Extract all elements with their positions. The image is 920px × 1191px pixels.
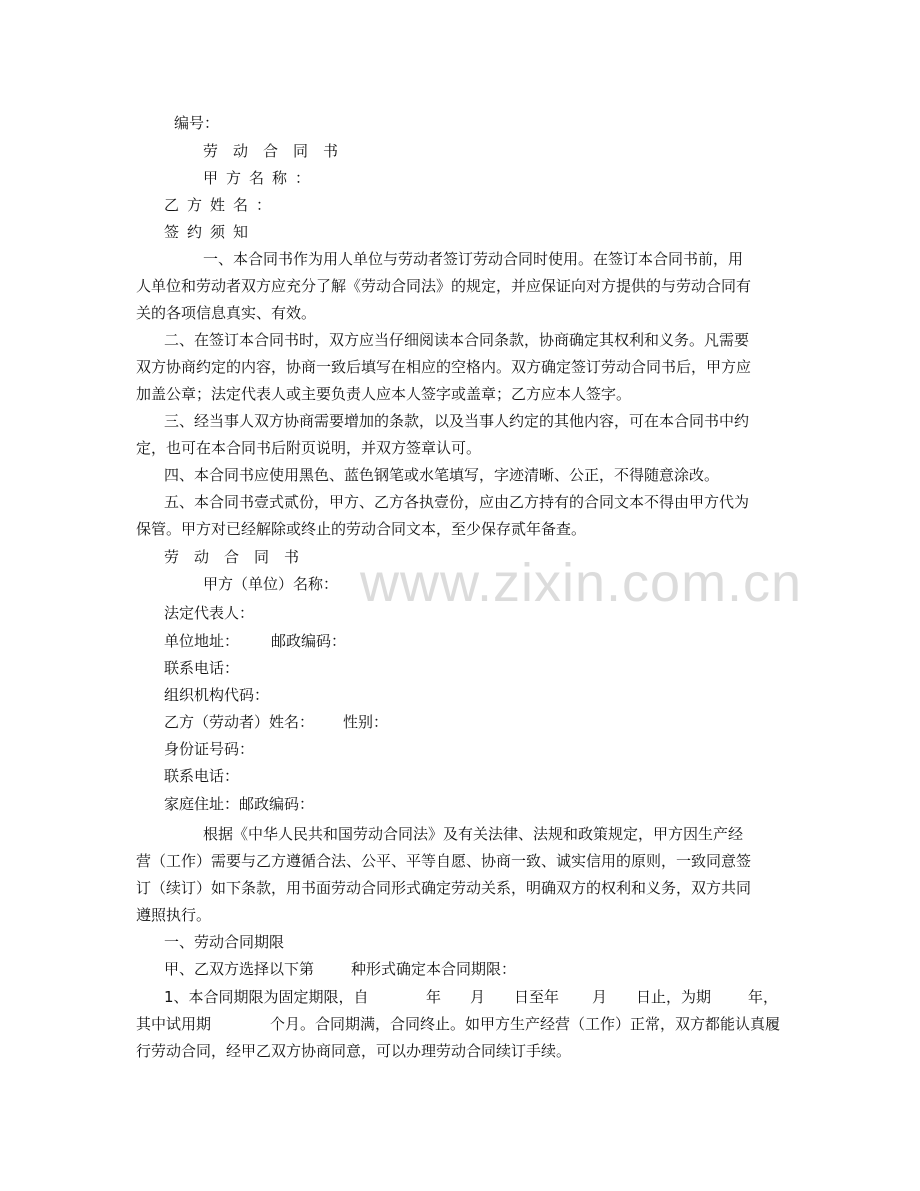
org-code-label: 组织机构代码： <box>164 686 270 704</box>
notice-1-line-3: 关的各项信息真实、有效。 <box>136 304 317 322</box>
preamble-line-1: 根据《中华人民共和国劳动合同法》及有关法律、法规和政策规定，甲方因生产经 <box>203 825 744 843</box>
clause-1-year-2: 年， <box>748 988 779 1006</box>
notice-2-line-2: 双方协商约定的内容，协商一致后填写在相应的空格内。双方确定签订劳动合同书后，甲方应 <box>136 358 752 376</box>
notice-1-line-2: 人单位和劳动者双方应充分了解《劳动合同法》的规定，并应保证向对方提供的与劳动合同有 <box>136 277 752 295</box>
party-a-name-label: 甲方名称： <box>203 169 319 187</box>
preamble-line-4: 遵照执行。 <box>136 906 212 924</box>
notice-4-line-1: 四、本合同书应使用黑色、蓝色钢笔或水笔填写，字迹清晰、公正，不得随意涂改。 <box>164 466 720 484</box>
clause-1-day-end: 日止，为期 <box>636 988 712 1006</box>
legal-rep-label: 法定代表人： <box>164 604 255 622</box>
serial-label: 编号： <box>174 114 220 132</box>
clause-1-month-2: 月 <box>592 988 608 1006</box>
clause-1-year-1: 年 <box>426 988 442 1006</box>
phone-b-label: 联系电话： <box>164 767 240 785</box>
title-second: 劳动合同书 <box>164 548 315 566</box>
id-number-label: 身份证号码： <box>164 740 255 758</box>
party-b-name-label: 乙方姓名： <box>164 196 280 214</box>
clause-1-line-3: 行劳动合同，经甲乙双方协商同意，可以办理劳动合同续订手续。 <box>136 1042 572 1060</box>
clause-1-line-2-a: 其中试用期 <box>136 1015 212 1033</box>
clause-1-start: 1、本合同期限为固定期限，自 <box>164 988 369 1006</box>
preamble-line-2: 营（工作）需要与乙方遵循合法、公平、平等自愿、协商一致、诚实信用的原则，一致同意签 <box>136 852 752 870</box>
party-b-name-field-label: 乙方（劳动者）姓名： <box>164 713 315 731</box>
clause-1-day-to-year: 日至年 <box>514 988 560 1006</box>
notice-heading: 签约须知 <box>164 223 257 241</box>
title-top: 劳动合同书 <box>203 142 354 160</box>
gender-label: 性别： <box>343 713 389 731</box>
notice-2-line-1: 二、在签订本合同书时，双方应当仔细阅读本合同条款，协商确定其权利和义务。凡需要 <box>164 331 750 349</box>
postcode-label: 邮政编码： <box>271 632 347 650</box>
watermark: www.zixin.com.cn <box>360 553 803 613</box>
unit-address-label: 单位地址： <box>164 632 240 650</box>
phone-a-label: 联系电话： <box>164 659 240 677</box>
notice-5-line-1: 五、本合同书壹式贰份，甲方、乙方各执壹份，应由乙方持有的合同文本不得由甲方代为 <box>164 493 750 511</box>
notice-5-line-2: 保管。甲方对已经解除或终止的劳动合同文本，至少保存贰年备查。 <box>136 520 587 538</box>
notice-3-line-2: 定，也可在本合同书后附页说明，并双方签章认可。 <box>136 439 482 457</box>
party-a-unit-label: 甲方（单位）名称： <box>203 575 339 593</box>
notice-2-line-3: 加盖公章；法定代表人或主要负责人应本人签字或盖章；乙方应本人签字。 <box>136 385 632 403</box>
section-1-heading: 一、劳动合同期限 <box>164 933 285 951</box>
home-address-label: 家庭住址：邮政编码： <box>164 795 315 813</box>
preamble-line-3: 订（续订）如下条款，用书面劳动合同形式确定劳动关系，明确双方的权利和义务，双方共同 <box>136 879 752 897</box>
notice-1-line-1: 一、本合同书作为用人单位与劳动者签订劳动合同时使用。在签订本合同书前，用 <box>203 250 744 268</box>
notice-3-line-1: 三、经当事人双方协商需要增加的条款，以及当事人约定的其他内容，可在本合同书中约 <box>164 412 750 430</box>
clause-1-month-1: 月 <box>470 988 486 1006</box>
clause-1-line-2-b: 个月。合同期满，合同终止。如甲方生产经营（工作）正常，双方都能认真履 <box>270 1015 781 1033</box>
section-1-intro-a: 甲、乙双方选择以下第 <box>164 960 315 978</box>
section-1-intro-b: 种形式确定本合同期限： <box>351 960 517 978</box>
